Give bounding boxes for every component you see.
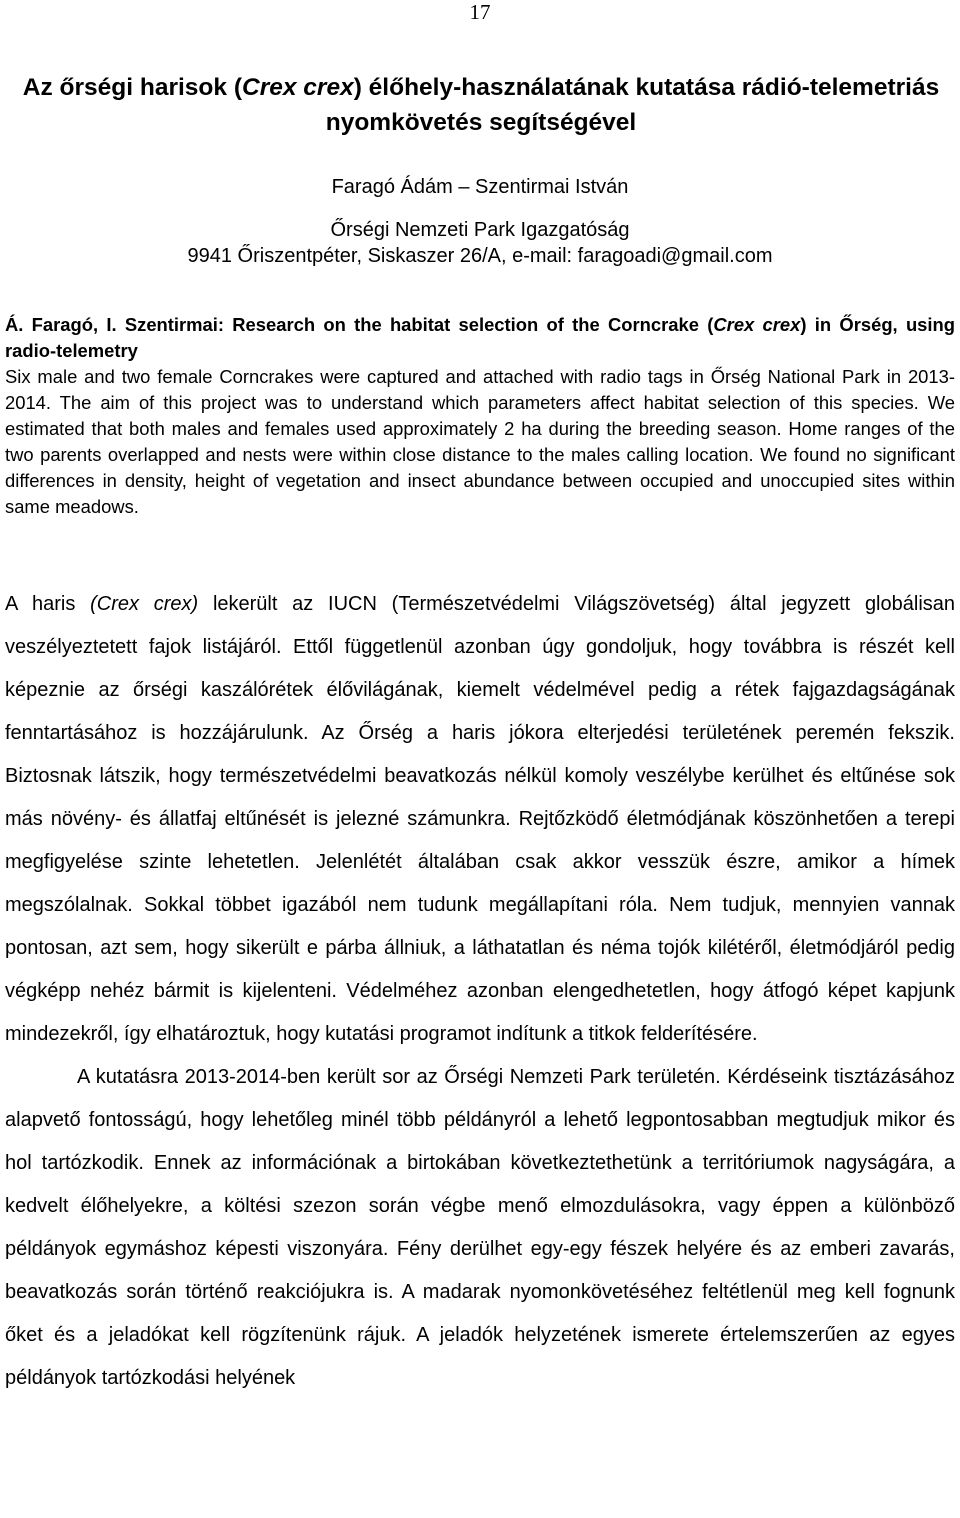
paper-title bbox=[20, 70, 942, 140]
p1-after: lekerült az IUCN (Természetvédelmi Világszövetség) által jegyzett globálisan veszélyeztetett fajok listájáról. Ettől függetlenül azonban úgy gondoljuk, hogy továbbra is részét kell képeznie az őrségi kaszálórétek élővilágának, kiemelt védelmével pedig a rétek fajgazdagságának fenntartásához is hozzájárulunk. Az Őrség a haris jókora elterjedési területének peremén fekszik. Biztosnak látszik, hogy természetvédelmi beavatkozás nélkül komoly veszélybe kerülhet és eltűnése sok más növény- és állatfaj eltűnését is jelezné számunkra. Rejtőzködő életmódjának köszönhetően a terepi megfigyelése szinte lehetetlen. Jelenlétét általában csak akkor vesszük észre, amikor a hímek megszólalnak. Sokkal többet igazából nem tudunk megállapítani róla. Nem tudjuk, mennyien vannak pontosan, azt sem, hogy sikerült e párba állniuk, a láthatatlan és néma tojók kilétéről, életmódjáról pedig végképp nehéz bármit is kijelenteni. Védelméhez azonban elengedhetetlen, hogy átfogó képet kapjunk mindezekről, így elhatároztuk, hogy kutatási programot indítunk a titkok felderítésére. bbox=[5, 593, 956, 1045]
p1-species-italic: (Crex crex) bbox=[90, 593, 199, 615]
title-text-after: ) élőhely-használatának kutatása rádió-telemetriás nyomkövetés segítségével bbox=[325, 74, 940, 136]
title-species-italic: Crex crex bbox=[242, 74, 354, 101]
abstract-heading-after: ) in Őrség, using radio-telemetry bbox=[5, 314, 955, 361]
title-text-before: Az őrségi harisok ( bbox=[22, 74, 242, 101]
abstract-text: Six male and two female Corncrakes were captured and attached with radio tags in Őrség National Park in 2013-2014. The aim of this project was to understand which parameters affect habitat selection of this species. We estimated that both males and females used approximately 2 ha during the breeding season. Home ranges of the two parents overlapped and nests were within close distance to the males calling location. We found no significant differences in density, height of vegetation and insect abundance between occupied and unoccupied sites within same meadows. bbox=[5, 366, 955, 517]
body-paragraph-2: A kutatásra 2013-2014-ben került sor az Őrségi Nemzeti Park területén. Kérdéseink tisztázásához alapvető fontosságú, hogy lehetőleg minél több példányról a lehető legpontosabban megtudjuk mikor és hol tartózkodik. Ennek az információnak a birtokában következtethetünk a territóriumok nagyságára, a kedvelt élőhelyekre, a költési szezon során végbe menő elmozdulásokra, vagy éppen a különböző példányok egymáshoz képesti viszonyára. Fény derülhet egy-egy fészek helyére és az emberi zavarás, beavatkozás során történő reakciójukra is. A madarak nyomonkövetéséhez feltétlenül meg kell fognunk őket és a jeladókat kell rögzítenünk rájuk. A jeladók helyzetének ismerete értelemszerűen az egyes példányok tartózkodási helyének bbox=[5, 1066, 955, 1389]
abstract-heading-italic: Crex crex bbox=[713, 314, 801, 335]
affiliation: Őrségi Nemzeti Park Igazgatóság bbox=[330, 219, 630, 241]
body-text bbox=[5, 583, 955, 1400]
address: 9941 Őriszentpéter, Siskaszer 26/A, e-mail: faragoadi@gmail.com bbox=[187, 245, 773, 267]
abstract-heading-before: Á. Faragó, I. Szentirmai: Research on the habitat selection of the Corncrake ( bbox=[5, 314, 714, 335]
body-paragraph-1 bbox=[5, 583, 955, 1056]
english-abstract bbox=[5, 312, 955, 520]
p1-before: A haris bbox=[5, 593, 91, 615]
page-number: 17 bbox=[469, 0, 491, 24]
abstract-heading bbox=[5, 314, 955, 361]
authors: Faragó Ádám – Szentirmai István bbox=[331, 176, 629, 198]
